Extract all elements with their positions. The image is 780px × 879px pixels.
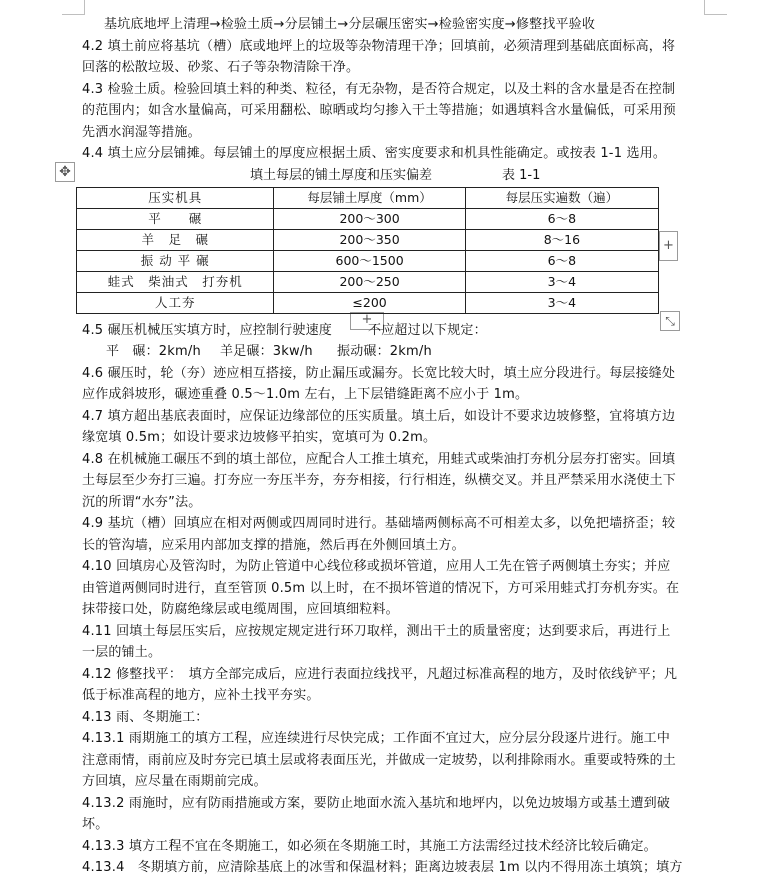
plus-icon: + [361, 312, 373, 327]
table-caption [82, 165, 712, 187]
table-cell[interactable]: ≤200 [274, 292, 465, 313]
para-4-3-line: 先洒水润湿等措施。 [82, 124, 201, 140]
table-cell[interactable]: 8～16 [465, 229, 658, 250]
para-4-6-line: 4.6 碾压时，轮（夯）迹应相互搭接，防止漏压或漏夯。长宽比较大时，填土应分段进行。每层接缝处 [82, 365, 676, 381]
para-4-8-line: 沉的所谓“水夯”法。 [82, 494, 202, 510]
para-4-10-line: 抹带接口处，防腐绝缘层或电缆周围，应回填细粒料。 [82, 602, 399, 617]
para-4-10-line: 4.10 回填房心及管沟时，为防止管道中心线位移或损坏管道，应用人工先在管子两侧填土夯实；并应 [82, 559, 671, 574]
table-cell[interactable]: 3～4 [465, 292, 658, 313]
speed-sheepsfoot-roller: 羊足碾：3kw/h [220, 344, 313, 359]
para-4-5-text-before: 4.5 碾压机械压实填方时，应控制行驶速度 [82, 322, 333, 338]
table-row [77, 271, 659, 292]
para-4-7-line: 缘宽填 0.5m；如设计要求边坡修平拍实，宽填可为 0.2m。 [82, 430, 437, 445]
para-4-2-line: 4.2 填土前应将基坑（槽）底或地坪上的垃圾等杂物清理干净；回填前，必须清理到基础底面标高，将 [82, 38, 676, 54]
table-cell[interactable]: 6～8 [465, 250, 658, 271]
table-number: 表 1-1 [502, 167, 541, 183]
speed-vibratory-roller: 振动碾：2km/h [337, 344, 432, 359]
para-4-5-line [82, 320, 712, 342]
para-4-7-line: 4.7 填方超出基底表面时，应保证边缘部位的压实质量。填土后，如设计不要求边坡修整，宜将填方边 [82, 408, 676, 424]
page-corner-mark-left [62, 0, 85, 15]
document-page [82, 14, 712, 879]
para-4-8-line: 土每层至少夯打三遍。打夯应一夯压半夯，夯夯相接，行行相连，纵横交叉。并且严禁采用水浇使土下 [82, 473, 677, 488]
table-cell[interactable]: 平 碾 [77, 208, 274, 229]
plus-icon: + [663, 238, 674, 253]
page-corner-mark-right [704, 0, 727, 15]
table-header-cell[interactable]: 压实机具 [77, 187, 274, 208]
para-4-10-line: 由管道两侧同时进行，直至管顶 0.5m 以上时，在不损坏管道的情况下，方可采用蛙式打夯机夯实。在 [82, 580, 680, 596]
table-header-row [77, 187, 659, 208]
para-4-2-line: 回落的松散垃圾、砂浆、石子等杂物清除干净。 [82, 60, 360, 75]
table-row [77, 208, 659, 229]
para-4-11-line: 4.11 回填土每层压实后，应按规定规定进行环刀取样，测出干土的质量密度；达到要求后，再进行上 [82, 623, 671, 639]
speed-flat-roller: 平 碾：2km/h [106, 344, 201, 359]
para-4-3-line: 4.3 检验土质。检验回填土料的种类、粒径，有无杂物，是否符合规定，以及土料的含水量是否在控制 [82, 81, 676, 97]
para-4-13-heading: 4.13 雨、冬期施工： [82, 709, 209, 725]
speed-limits-line [82, 341, 712, 363]
para-4-12-line: 低于标准高程的地方，应补土找平夯实。 [82, 688, 320, 703]
para-4-3-line: 的范围内；如含水量偏高，可采用翻松、晾晒或均匀掺入干土等措施；如遇填料含水量偏低，可采用预 [82, 103, 677, 118]
table-header-cell[interactable]: 每层压实遍数（遍） [465, 187, 658, 208]
compaction-table [76, 187, 659, 314]
para-4-8-line: 4.8 在机械施工碾压不到的填土部位，应配合人工推土填充，用蛙式或柴油打夯机分层夯打密实。回填 [82, 451, 676, 467]
para-4-5-text-after: 不应超过以下规定： [368, 322, 487, 338]
table-cell[interactable]: 羊 足 碾 [77, 229, 274, 250]
para-4-4-line: 4.4 填土应分层铺摊。每层铺土的厚度应根据土质、密实度要求和机具性能确定。或按表 1-1 选用。 [82, 146, 667, 161]
para-4-13-2-line: 4.13.2 雨施时，应有防雨措施或方案，要防止地面水流入基坑和地坪内，以免边坡塌方或基土遭到破 [82, 795, 671, 811]
table-cell[interactable]: 蛙式 柴油式 打夯机 [77, 271, 274, 292]
para-4-13-2-line: 坏。 [82, 817, 109, 832]
para-4-13-3-line: 4.13.3 填方工程不宜在冬期施工，如必须在冬期施工时，其施工方法需经过技术经济比较后确定。 [82, 838, 657, 854]
table-move-handle[interactable] [55, 162, 75, 182]
table-row [77, 229, 659, 250]
resize-icon: ⤡ [665, 314, 675, 328]
process-flow-line: 基坑底地坪上清理→检验土质→分层铺土→分层碾压密实→检验密实度→修整找平验收 [104, 17, 596, 32]
para-4-12-line: 4.12 修整找平： 填方全部完成后，应进行表面拉线找平，凡超过标准高程的地方，及时依线铲平；凡 [82, 666, 678, 682]
para-4-9-line: 4.9 基坑（槽）回填应在相对两侧或四周同时进行。基础墙两侧标高不可相差太多，以免把墙挤歪；较 [82, 516, 676, 531]
para-4-13-1-line: 4.13.1 雨期施工的填方工程，应连续进行尽快完成；工作面不宜过大，应分层分段逐片进行。施工中 [82, 731, 671, 746]
table-row [77, 250, 659, 271]
para-4-13-4-line: 4.13.4 冬期填方前，应清除基底上的冰雪和保温材料；距离边坡表层 1m 以内不得用冻土填筑；填方 [82, 860, 683, 875]
para-4-13-1-line: 注意雨情，雨前应及时夯完已填土层或将表面压光，并做成一定坡势，以利排除雨水。重要或特殊的土 [82, 752, 677, 768]
table-cell[interactable]: 人工夯 [77, 292, 274, 313]
table-cell[interactable]: 3～4 [465, 271, 658, 292]
table-cell[interactable]: 600～1500 [274, 250, 465, 271]
table-row [77, 292, 659, 313]
table-header-cell[interactable]: 每层铺土厚度（mm） [274, 187, 465, 208]
move-icon: ✥ [59, 164, 71, 180]
para-4-9-line: 长的管沟墙，应采用内部加支撑的措施，然后再在外侧回填土方。 [82, 537, 465, 553]
table-cell[interactable]: 6～8 [465, 208, 658, 229]
table-cell[interactable]: 200～300 [274, 208, 465, 229]
para-4-11-line: 一层的铺土。 [82, 645, 162, 660]
para-4-6-line: 应作成斜坡形，碾迹重叠 0.5～1.0m 左右，上下层错缝距离不应小于 1m。 [82, 387, 529, 402]
para-4-13-1-line: 方回填，应尽量在雨期前完成。 [82, 774, 267, 789]
table-cell[interactable]: 200～350 [274, 229, 465, 250]
table-cell[interactable]: 200～250 [274, 271, 465, 292]
table-title: 填土每层的铺土厚度和压实偏差 [250, 167, 433, 183]
table-cell[interactable]: 振 动 平 碾 [77, 250, 274, 271]
